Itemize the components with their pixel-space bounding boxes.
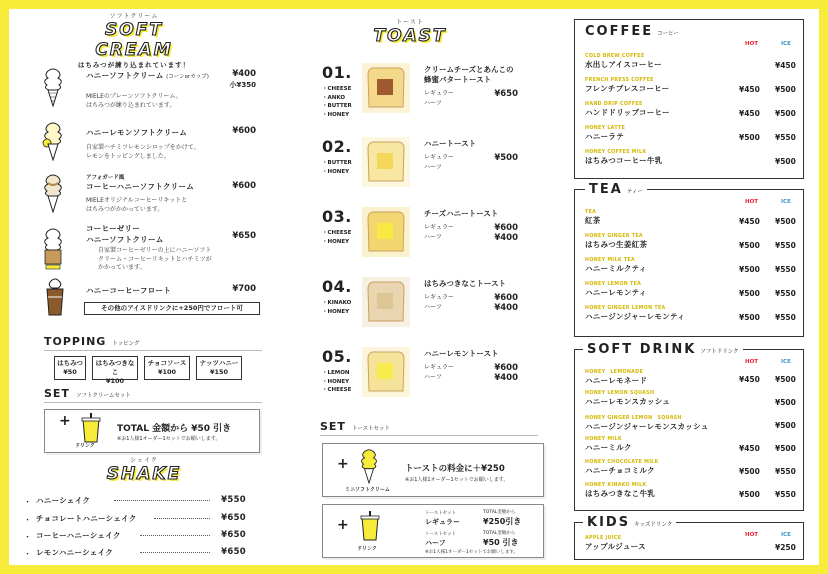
drink-price-hot: ¥450 bbox=[739, 444, 760, 453]
shake-ruby: シェイク bbox=[130, 457, 158, 464]
drink-row bbox=[585, 126, 795, 142]
drink-row bbox=[585, 102, 795, 118]
coffee-ruby: コーヒー bbox=[657, 31, 679, 37]
drink-row bbox=[585, 414, 795, 432]
leader-dots bbox=[154, 518, 210, 519]
hot-label: HOT bbox=[745, 199, 759, 205]
drink-cup-icon bbox=[80, 413, 102, 443]
drink-name: ハニーミルク bbox=[585, 443, 632, 452]
toast-name bbox=[424, 139, 476, 149]
desc-line: かかっています。 bbox=[98, 264, 146, 271]
size-regular: レギュラー bbox=[424, 294, 455, 301]
ingredient: ・CHEESE bbox=[322, 86, 352, 92]
toast-number: 05. bbox=[322, 347, 352, 366]
soft-cream-title: SOFT CREAM bbox=[95, 20, 173, 60]
toast-prices bbox=[486, 153, 518, 163]
item-name-2: ハニーソフトクリーム bbox=[86, 235, 164, 244]
topping-header bbox=[44, 335, 140, 348]
drink-price-hot: ¥500 bbox=[739, 133, 760, 142]
toast-ingredients bbox=[322, 159, 352, 176]
drink-row bbox=[585, 536, 795, 552]
shake-price: ¥650 bbox=[221, 530, 246, 540]
cream-set-text: TOTAL 金額から ¥50 引き bbox=[117, 424, 232, 434]
topping-price: ¥100 bbox=[105, 377, 125, 385]
drink-english: COLD BREW COFFEE bbox=[585, 54, 645, 59]
tea-ruby: ティー bbox=[626, 189, 643, 195]
lemon-soft-cream-icon bbox=[40, 121, 66, 161]
toast-ingredients bbox=[322, 369, 351, 395]
size-regular: レギュラー bbox=[424, 224, 455, 231]
topping-choco bbox=[144, 356, 190, 380]
kids-title: KIDS bbox=[587, 515, 631, 530]
tea-title: TEA bbox=[589, 182, 623, 197]
drink-price-ice: ¥500 bbox=[775, 398, 796, 407]
soft-cream-item-2 bbox=[86, 127, 256, 138]
desc-line: レモンをトッピングしました。 bbox=[86, 152, 170, 160]
drink-row bbox=[585, 460, 795, 476]
kids-box bbox=[574, 515, 804, 560]
price-regular: ¥600 bbox=[494, 223, 518, 233]
price-half: ¥400 bbox=[494, 303, 518, 313]
ice-label: ICE bbox=[781, 532, 791, 538]
drink-name: 紅茶 bbox=[585, 216, 601, 225]
ingredient: ・HONEY bbox=[322, 111, 350, 118]
drink-row bbox=[585, 78, 795, 94]
cream-set-header bbox=[44, 387, 131, 400]
shake-name: コーヒーハニーシェイク bbox=[36, 531, 121, 540]
toast-number: 02. bbox=[322, 137, 352, 156]
item-name: ハニーレモンソフトクリーム bbox=[86, 128, 188, 137]
desc-line: 自家製コーヒーゼリーの上にハニーソフト bbox=[98, 247, 212, 254]
toast-set-discount-2: ¥50 引き bbox=[483, 538, 519, 547]
item-name: コーヒーハニーソフトクリーム bbox=[86, 182, 195, 191]
size-half: ハーフ bbox=[424, 164, 442, 171]
drink-row bbox=[585, 483, 795, 499]
price-half: ¥400 bbox=[494, 233, 518, 243]
shake-price: ¥650 bbox=[221, 513, 246, 523]
size-half: ハーフ bbox=[424, 234, 442, 241]
topping-price: ¥150 bbox=[209, 368, 229, 376]
drink-english: FRENCH PRESS COFFEE bbox=[585, 78, 654, 83]
ingredient: ・BUTTER bbox=[322, 160, 352, 166]
topping-rule bbox=[44, 350, 262, 351]
toast-number: 04. bbox=[322, 277, 352, 296]
drink-name: ハンドドリップコーヒー bbox=[585, 108, 670, 117]
toast-column bbox=[300, 9, 548, 565]
topping-name: ナッツハニー bbox=[199, 359, 239, 367]
topping-title: TOPPING bbox=[44, 335, 107, 348]
topping-honey bbox=[54, 356, 86, 380]
kids-ruby: キッズドリンク bbox=[634, 522, 673, 528]
drink-english: HONEY LEMONADE bbox=[585, 370, 644, 375]
tea-header bbox=[585, 182, 647, 197]
drink-row bbox=[585, 282, 795, 298]
size-half: ハーフ bbox=[424, 100, 442, 107]
toast-set-a-note: ※お1人様1オーダー1セットでお願いします。 bbox=[405, 477, 509, 483]
kids-header bbox=[583, 515, 676, 530]
drink-cup-icon bbox=[359, 511, 381, 541]
toast-set-total-2: TOTAL金額から bbox=[483, 531, 516, 536]
toast-set-prefix: トーストセット bbox=[425, 511, 457, 516]
toast-size-labels bbox=[424, 223, 454, 243]
drink-english: HONEY COFFEE MILK bbox=[585, 150, 647, 155]
size-half: ハーフ bbox=[424, 304, 442, 311]
toast-icon bbox=[362, 207, 410, 257]
price-regular: ¥600 bbox=[494, 363, 518, 373]
toast-set-regular: レギュラー bbox=[425, 518, 460, 526]
topping-name: はちみつ bbox=[57, 359, 83, 367]
price-regular: ¥500 bbox=[494, 153, 518, 163]
desc-line: クリーム・コーヒーリキットとハチミツが bbox=[98, 255, 212, 263]
ice-label: ICE bbox=[781, 359, 791, 365]
drink-english: HONEY MILK TEA bbox=[585, 258, 635, 263]
toast-set-ruby: トーストセット bbox=[351, 426, 391, 432]
mini-soft-label: ミニソフトクリーム bbox=[345, 487, 390, 493]
toast-set-rule bbox=[320, 435, 538, 436]
ingredient: ・HONEY bbox=[322, 308, 350, 315]
cream-set-rule bbox=[44, 402, 262, 403]
drink-name: ハニーレモンスカッシュ bbox=[585, 397, 671, 406]
size-regular: レギュラー bbox=[424, 154, 455, 161]
bullet: ・ bbox=[24, 550, 31, 558]
toast-prices bbox=[486, 293, 518, 313]
ingredient: ・LEMON bbox=[322, 370, 350, 376]
desc-line: MIELEオリジナルコーヒーリキットと bbox=[86, 197, 188, 204]
price-regular: ¥600 bbox=[494, 293, 518, 303]
drink-english: HAND DRIP COFFEE bbox=[585, 102, 643, 107]
mini-soft-cream-icon bbox=[357, 448, 381, 484]
toast-number: 01. bbox=[322, 63, 352, 82]
drink-price-ice: ¥500 bbox=[775, 85, 796, 94]
toast-icon bbox=[362, 277, 410, 327]
ingredient: ・HONEY bbox=[322, 378, 350, 385]
soft-cream-header bbox=[74, 11, 194, 69]
ice-label: ICE bbox=[781, 199, 791, 205]
drink-price-hot: ¥450 bbox=[739, 217, 760, 226]
coffee-title: COFFEE bbox=[585, 24, 654, 39]
soft-cream-item-3-desc bbox=[86, 197, 236, 214]
drink-price-ice: ¥250 bbox=[775, 543, 796, 552]
drink-english: HONEY LEMON SQUASH bbox=[585, 391, 655, 396]
toast-ruby: トースト bbox=[396, 19, 424, 26]
drink-price-hot: ¥500 bbox=[739, 313, 760, 322]
shake-item-2 bbox=[36, 513, 246, 524]
soft-cream-item-3 bbox=[86, 173, 256, 192]
drink-price-hot: ¥500 bbox=[739, 265, 760, 274]
drink-name: はちみつきなこ牛乳 bbox=[585, 489, 656, 498]
topping-nuts bbox=[196, 356, 242, 380]
price-half: ¥400 bbox=[494, 373, 518, 383]
toast-set-title: SET bbox=[320, 420, 346, 433]
ingredient: ・ANKO bbox=[322, 94, 346, 101]
toast-name bbox=[424, 65, 513, 85]
topping-kinako bbox=[92, 356, 138, 385]
soft-cream-item-4-desc bbox=[98, 247, 248, 273]
toast-name-2: 蜂蜜バタートースト bbox=[424, 75, 492, 84]
drink-price-ice: ¥550 bbox=[775, 289, 796, 298]
drink-name: アップルジュース bbox=[585, 542, 646, 551]
drink-label: ドリンク bbox=[75, 443, 95, 449]
drink-row bbox=[585, 234, 795, 250]
toast-ingredients bbox=[322, 85, 352, 119]
toast-name-1: クリームチーズとあんこの bbox=[424, 65, 514, 74]
drink-name: ハニーミルクティ bbox=[585, 264, 647, 273]
drink-price-ice: ¥500 bbox=[775, 444, 796, 453]
soft-cream-subtitle: はちみつが練り込まれています！ bbox=[77, 61, 191, 69]
desc-line: はちみつが練り込まれています。 bbox=[86, 101, 176, 109]
item-name: ハニーソフトクリーム bbox=[86, 71, 164, 80]
drink-label: ドリンク bbox=[357, 546, 377, 552]
drink-row bbox=[585, 306, 795, 322]
toast-size-labels bbox=[424, 153, 454, 173]
drink-price-hot: ¥500 bbox=[739, 490, 760, 499]
toast-size-labels bbox=[424, 363, 454, 383]
toast-size-labels bbox=[424, 89, 454, 109]
drink-price-hot: ¥450 bbox=[739, 109, 760, 118]
drink-price-hot: ¥500 bbox=[739, 241, 760, 250]
toast-prices bbox=[486, 223, 518, 243]
drink-price-ice: ¥500 bbox=[775, 375, 796, 384]
toast-name-1: はちみつきなこトースト bbox=[424, 279, 506, 288]
plus-icon: + bbox=[59, 413, 71, 429]
drink-row bbox=[585, 368, 795, 386]
shake-price: ¥550 bbox=[221, 495, 246, 505]
soft-drink-header bbox=[583, 342, 743, 357]
plus-icon: + bbox=[337, 456, 349, 472]
drink-name: ハニージンジャーレモンティ bbox=[585, 312, 685, 321]
hot-label: HOT bbox=[745, 532, 759, 538]
toast-ingredients bbox=[322, 299, 351, 316]
drink-price-hot: ¥450 bbox=[739, 375, 760, 384]
drink-price-ice: ¥550 bbox=[775, 490, 796, 499]
leader-dots bbox=[114, 500, 210, 501]
topping-name: チョコソース bbox=[147, 359, 187, 367]
coffee-soft-cream-icon bbox=[40, 173, 66, 213]
coffee-header bbox=[585, 24, 683, 39]
shake-item-4 bbox=[36, 547, 246, 558]
drink-english: HONEY GINGER TEA bbox=[585, 234, 643, 239]
topping-name: はちみつきなこ bbox=[95, 359, 135, 376]
topping-price: ¥50 bbox=[63, 368, 77, 376]
soft-drink-title: SOFT DRINK bbox=[587, 342, 697, 357]
toast-set-box-b bbox=[322, 504, 544, 558]
drink-price-ice: ¥550 bbox=[775, 467, 796, 476]
drink-english: TEA bbox=[585, 210, 597, 215]
item-price: ¥650 bbox=[232, 231, 256, 241]
drink-row bbox=[585, 210, 795, 226]
item-price: ¥400 bbox=[232, 69, 256, 79]
drink-price-ice: ¥550 bbox=[775, 133, 796, 142]
toast-number: 03. bbox=[322, 207, 352, 226]
drink-name: ハニーラテ bbox=[585, 132, 624, 141]
soft-drink-box bbox=[574, 342, 804, 511]
float-note: その他のアイスドリンクに+250円でフロート可 bbox=[84, 302, 260, 315]
shake-item-1 bbox=[36, 495, 246, 506]
item-price: ¥700 bbox=[232, 284, 256, 294]
drink-price-ice: ¥500 bbox=[775, 217, 796, 226]
item-price: ¥600 bbox=[232, 126, 256, 136]
drink-price-ice: ¥500 bbox=[775, 157, 796, 166]
ingredient: ・CHEESE bbox=[322, 230, 352, 236]
ingredient: ・KINAKO bbox=[322, 300, 352, 306]
drink-name: はちみつ生姜紅茶 bbox=[585, 240, 648, 249]
cream-set-note: ※お1人様1オーダー1セットでお願いします。 bbox=[117, 436, 221, 442]
shake-name: ハニーシェイク bbox=[36, 496, 91, 505]
toast-set-prefix-2: トーストセット bbox=[425, 532, 457, 537]
soft-cream-item-1 bbox=[86, 69, 256, 89]
item-price: ¥600 bbox=[232, 181, 256, 191]
item-name: ハニーコーヒーフロート bbox=[86, 286, 172, 295]
drink-row bbox=[585, 258, 795, 274]
coffee-box bbox=[574, 19, 804, 179]
drink-price-ice: ¥500 bbox=[775, 109, 796, 118]
drink-price-ice: ¥550 bbox=[775, 241, 796, 250]
hot-label: HOT bbox=[745, 359, 759, 365]
cream-set-ruby: ソフトクリームセット bbox=[75, 393, 131, 399]
drink-price-ice: ¥550 bbox=[775, 265, 796, 274]
drink-price-ice: ¥450 bbox=[775, 61, 796, 70]
coffee-jelly-soft-cream-icon bbox=[40, 227, 66, 271]
toast-set-half: ハーフ bbox=[425, 539, 446, 547]
toast-prices bbox=[486, 363, 518, 383]
drinks-column bbox=[566, 9, 812, 565]
soft-cream-item-4 bbox=[86, 223, 256, 245]
drink-price-hot: ¥500 bbox=[739, 289, 760, 298]
item-name: コーヒーゼリー bbox=[86, 224, 141, 233]
bullet: ・ bbox=[24, 533, 31, 541]
topping-ruby: トッピング bbox=[112, 341, 140, 347]
toast-set-a-text: トーストの料金に＋¥250 bbox=[405, 464, 505, 474]
cream-set-title: SET bbox=[44, 387, 70, 400]
drink-english: HONEY CHOCOLATE MILK bbox=[585, 460, 659, 465]
toast-name-1: ハニートースト bbox=[424, 139, 477, 148]
soft-cream-item-5 bbox=[86, 285, 256, 296]
toast-name-1: ハニーレモントースト bbox=[424, 349, 499, 358]
bullet: ・ bbox=[24, 498, 31, 506]
drink-name: 水出しアイスコーヒー bbox=[585, 60, 662, 69]
shake-header bbox=[94, 455, 194, 484]
bullet: ・ bbox=[24, 516, 31, 524]
hot-label: HOT bbox=[745, 41, 759, 47]
toast-name bbox=[424, 209, 498, 219]
ingredient: ・HONEY bbox=[322, 168, 350, 175]
drink-price-ice: ¥500 bbox=[775, 421, 796, 430]
toast-icon bbox=[362, 347, 410, 397]
toast-ingredients bbox=[322, 229, 351, 246]
item-note: (コーンorカップ) bbox=[166, 74, 209, 80]
drink-name: フレンチプレスコーヒー bbox=[585, 84, 670, 93]
plus-icon: + bbox=[337, 517, 349, 533]
size-half: ハーフ bbox=[424, 374, 442, 381]
soft-cream-column bbox=[14, 9, 272, 565]
desc-line: はちみつがかかっています。 bbox=[86, 205, 164, 213]
tea-box bbox=[574, 182, 804, 337]
shake-item-3 bbox=[36, 530, 246, 541]
drink-row bbox=[585, 391, 795, 407]
drink-name: はちみつコーヒー牛乳 bbox=[585, 156, 663, 165]
ingredient: ・BUTTER bbox=[322, 103, 352, 109]
toast-set-total-1: TOTAL金額から bbox=[483, 510, 516, 515]
item-price-small: 小¥350 bbox=[229, 81, 256, 89]
drink-english: HONEY LATTE bbox=[585, 126, 626, 131]
toast-title: TOAST bbox=[373, 26, 447, 46]
toast-name bbox=[424, 349, 498, 359]
size-regular: レギュラー bbox=[424, 364, 455, 371]
ingredient: ・HONEY bbox=[322, 238, 350, 245]
drink-price-ice: ¥550 bbox=[775, 313, 796, 322]
coffee-float-glass-icon bbox=[42, 277, 68, 319]
drink-name: ハニーレモンティ bbox=[585, 288, 647, 297]
drink-name: ハニーレモネード bbox=[585, 376, 648, 385]
drink-english: HONEY GINGER LEMON SQUASH bbox=[585, 416, 682, 421]
drink-english: HONEY MILK bbox=[585, 437, 622, 442]
drink-row bbox=[585, 150, 795, 166]
ingredient: ・CHEESE bbox=[322, 387, 352, 393]
size-regular: レギュラー bbox=[424, 90, 455, 97]
drink-english: HONEY LEMON TEA bbox=[585, 282, 642, 287]
toast-icon bbox=[362, 137, 410, 187]
leader-dots bbox=[140, 552, 210, 553]
shake-title: SHAKE bbox=[106, 464, 182, 484]
drink-name: ハニーチョコミルク bbox=[585, 466, 655, 475]
drink-english: HONEY KINAKO MILK bbox=[585, 483, 647, 488]
toast-set-discount-1: ¥250引き bbox=[483, 517, 522, 526]
soft-cream-cone-icon bbox=[40, 67, 66, 107]
drink-row bbox=[585, 54, 795, 70]
cream-set-box bbox=[44, 409, 260, 453]
shake-name: チョコレートハニーシェイク bbox=[36, 514, 137, 523]
topping-price: ¥100 bbox=[157, 368, 177, 376]
toast-header bbox=[360, 17, 460, 46]
desc-line: 自家製ハチミツレモンシロップをかけて、 bbox=[86, 144, 200, 151]
soft-drink-ruby: ソフトドリンク bbox=[700, 349, 739, 355]
soft-cream-ruby: ソフトクリーム bbox=[109, 13, 159, 20]
drink-name: ハニージンジャーレモンスカッシュ bbox=[585, 422, 709, 431]
shake-name: レモンハニーシェイク bbox=[36, 548, 114, 557]
soft-cream-item-1-desc bbox=[86, 93, 226, 110]
drink-row bbox=[585, 437, 795, 453]
soft-cream-item-2-desc bbox=[86, 144, 236, 161]
drink-price-hot: ¥450 bbox=[739, 85, 760, 94]
toast-size-labels bbox=[424, 293, 454, 313]
item-prefix: アフォガード風 bbox=[86, 175, 125, 181]
toast-name bbox=[424, 279, 506, 289]
drink-price-hot: ¥500 bbox=[739, 467, 760, 476]
drink-english: APPLE JUICE bbox=[585, 536, 622, 541]
toast-name-1: チーズハニートースト bbox=[424, 209, 499, 218]
leader-dots bbox=[140, 535, 210, 536]
toast-set-b-note: ※お1人様1オーダー1セットでお願いします。 bbox=[425, 550, 518, 555]
toast-set-box-a bbox=[322, 443, 544, 497]
toast-prices bbox=[486, 89, 518, 99]
ice-label: ICE bbox=[781, 41, 791, 47]
drink-english: HONEY GINGER LEMON TEA bbox=[585, 306, 666, 311]
desc-line: MIELEのプレーンソフトクリーム。 bbox=[86, 93, 182, 100]
price-regular: ¥650 bbox=[494, 89, 518, 99]
toast-set-header bbox=[320, 420, 390, 433]
shake-price: ¥650 bbox=[221, 547, 246, 557]
toast-icon bbox=[362, 63, 410, 113]
